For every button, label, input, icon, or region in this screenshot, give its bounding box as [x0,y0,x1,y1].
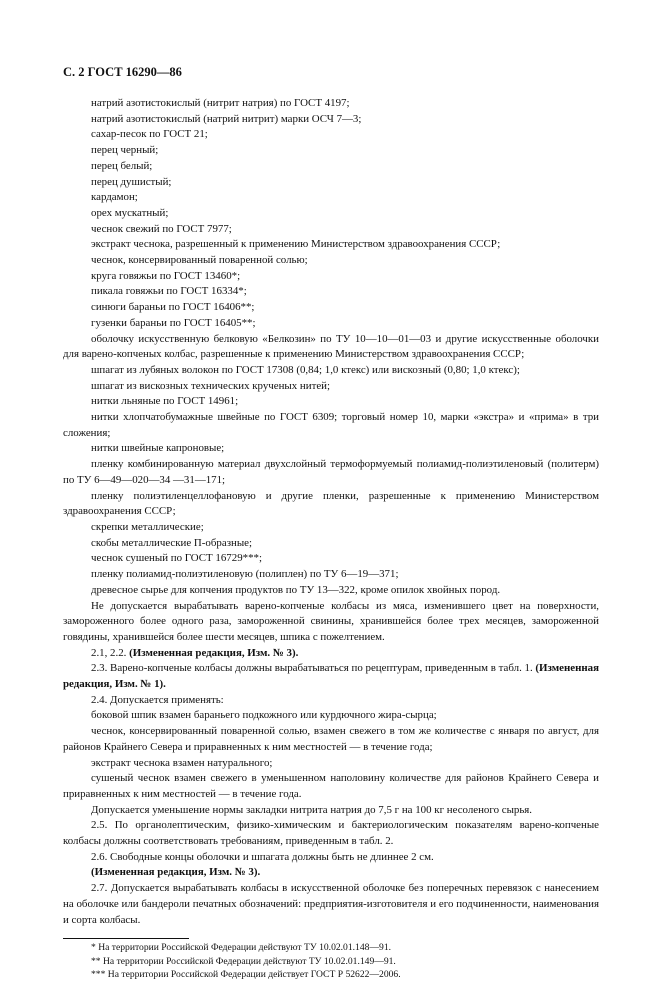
paragraph [63,363,599,379]
paragraph-text: кардамон; [91,191,138,204]
paragraph [63,457,599,488]
paragraph-text: синюги бараньи по ГОСТ 16406**; [91,301,255,314]
paragraph [63,112,599,128]
paragraph [63,175,599,191]
paragraph [63,771,599,802]
page-header: С. 2 ГОСТ 16290—86 [63,65,182,79]
paragraph [63,693,599,709]
paragraph-text: 2.5. По органолептическим, физико-химическим и бактериологическим показателям варено-копченые колбасы должны соответствовать требованиям, приведенным в табл. 2. [63,819,599,848]
paragraph [63,441,599,457]
paragraph [63,724,599,755]
paragraph-text: 2.6. Свободные концы оболочки и шпагата должны быть не длиннее 2 см. [91,850,434,863]
paragraph-text: сушеный чеснок взамен свежего в уменьшенном наполовину количестве для районов Крайнего Севера и приравненных к ним местностей — в течение года. [63,772,599,800]
paragraph [63,708,599,724]
paragraph-text: Не допускается вырабатывать варено-копченые колбасы из мяса, изменившего цвет на поверхности, замороженного более одного раза, замороженной свинины, хранившейся более трех месяцев, замороженной говядины, хранившейся более шести месяцев, шпика с пожелтением. [63,599,599,643]
paragraph-text: чеснок свежий по ГОСТ 7977; [91,222,232,235]
paragraph [63,394,599,410]
paragraph [63,756,599,772]
paragraph [63,316,599,332]
paragraph [63,127,599,143]
paragraph-text: скобы металлические П-образные; [91,536,252,549]
paragraph-text: пленку комбинированную материал двухслойный термоформуемый полиамид-полиэтиленовый (политерм) по ТУ 6—49—020—34 —31—171; [63,458,599,486]
paragraph [63,881,599,928]
paragraph-text: шпагат из вискозных технических крученых нитей; [91,379,331,392]
footnote-divider [63,938,189,939]
paragraph [63,551,599,567]
paragraph-text: круга говяжьи по ГОСТ 13460*; [91,269,241,282]
paragraph [63,489,599,520]
paragraph [63,599,599,646]
paragraph [63,379,599,395]
paragraph [63,850,599,866]
revision-note: (Измененная редакция, Изм. № 3). [91,866,261,879]
paragraph-text: нитки хлопчатобумажные швейные по ГОСТ 6309; торговый номер 10, марки «экстра» и «прима» в три сложения; [63,411,599,439]
paragraph [63,520,599,536]
paragraph-text: экстракт чеснока, разрешенный к применению Министерством здравоохранения СССР; [91,238,501,251]
paragraph-text: экстракт чеснока взамен натурального; [91,756,273,769]
paragraph [63,269,599,285]
paragraph-text: шпагат из лубяных волокон по ГОСТ 17308 (0,84; 1,0 ктекс) или вискозный (0,80; 1,0 ктекс); [91,363,520,376]
paragraph-text: боковой шпик взамен бараньего подкожного или курдючного жира-сырца; [91,709,437,722]
paragraph [63,222,599,238]
paragraph [63,253,599,269]
paragraph-text: 2.1, 2.2. [91,646,130,659]
paragraph [63,159,599,175]
document-body [63,96,599,928]
paragraph-text: пикала говяжьи по ГОСТ 16334*; [91,285,247,298]
paragraph [63,96,599,112]
paragraph-text: Допускается уменьшение нормы закладки нитрита натрия до 7,5 г на 100 кг несоленого сырья. [91,803,533,816]
paragraph [63,410,599,441]
paragraph-text: нитки льняные по ГОСТ 14961; [91,395,239,408]
paragraph-text: перец черный; [91,144,159,157]
paragraph-text: сахар-песок по ГОСТ 21; [91,128,208,141]
paragraph-text: 2.3. Варено-копченые колбасы должны вырабатываться по рецептурам, приведенным в табл. 1. [91,662,536,675]
paragraph [63,206,599,222]
paragraph [63,300,599,316]
paragraph-text: чеснок сушеный по ГОСТ 16729***; [91,552,263,565]
document-page [63,64,599,982]
footnotes [63,941,599,982]
paragraph-text: чеснок, консервированный поваренной солью; [91,254,308,267]
paragraph-text: пленку полиэтиленцеллофановую и другие пленки, разрешенные к применению Министерством здравоохранения СССР; [63,489,599,518]
paragraph-text: пленку полиамид-полиэтиленовую (полиплен) по ТУ 6—19—371; [91,568,399,581]
footnote: ** На территории Российской Федерации действуют ТУ 10.02.01.149—91. [91,955,396,967]
paragraph [63,237,599,253]
paragraph-text: натрий азотистокислый (нитрит натрия) по ГОСТ 4197; [91,97,350,109]
paragraph [63,190,599,206]
paragraph-text: оболочку искусственную белковую «Белкозин» по ТУ 10—10—01—03 и другие искусственные оболочки для варено-копченых колбас, разрешенные к применению Министерством здравоохранения СССР; [63,332,599,361]
revision-note: (Измененная редакция, Изм. № 3). [129,646,299,659]
paragraph [63,803,599,819]
footnote: * На территории Российской Федерации действуют ТУ 10.02.01.148—91. [91,942,392,954]
paragraph-text: чеснок, консервированный поваренной солью, взамен свежего в том же количестве с января по август, для районов Крайнего Севера и приравненных к ним местностей — в течение года; [63,725,599,753]
paragraph [63,284,599,300]
paragraph [63,661,599,692]
footnote: *** На территории Российской Федерации действует ГОСТ Р 52622—2006. [91,969,401,981]
paragraph-text: орех мускатный; [91,206,169,219]
paragraph [63,332,599,363]
paragraph [63,567,599,583]
paragraph [63,646,599,662]
paragraph [63,865,599,881]
paragraph-text: натрий азотистокислый (натрий нитрит) марки ОСЧ 7—3; [91,112,362,125]
paragraph-text: гузенки бараньи по ГОСТ 16405**; [91,316,256,329]
paragraph [63,536,599,552]
paragraph-text: перец белый; [91,159,153,172]
paragraph-text: перец душистый; [91,175,172,188]
revision-note: (Измененная редакция, Изм. № 1). [63,662,599,691]
paragraph-text: 2.7. Допускается вырабатывать колбасы в искусственной оболочке без поперечных перевязок с нанесением на оболочке или бандероли печатных обозначений: предприятия-изготовителя и его подчиненности, наименования и сорта колбасы. [63,882,599,926]
paragraph-text: нитки швейные капроновые; [91,442,225,455]
paragraph-text: скрепки металлические; [91,520,204,533]
paragraph [63,143,599,159]
paragraph-text: 2.4. Допускается применять: [91,693,224,706]
paragraph [63,818,599,849]
paragraph-text: древесное сырье для копчения продуктов по ТУ 13—322, кроме опилок хвойных пород. [91,583,501,596]
paragraph [63,583,599,599]
